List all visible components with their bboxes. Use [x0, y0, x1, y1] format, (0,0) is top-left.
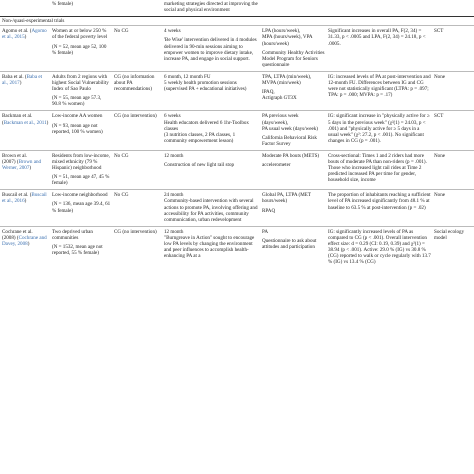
study-author: Brown et al.: [2, 152, 28, 159]
cell-line: IG: significantly increased levels of PA as compared to CG (p < .001). Overall intervention effect size: d = 0.29 (CI: 0.19, 0.39) and χ²(1) = 38.94 (p < .001). Active: 29.0 % (IG) vs 30.8 % (CG) reported to walk or cycle regularly with 13.7 % (IG) vs 13.4 % (CG): [328, 228, 431, 266]
population-cell: [50, 0, 112, 17]
study-cell: Buscail et al. (Buscail et al., 2016): [0, 190, 50, 226]
cell-line: TPA, LTPA (min/week), MVPA (min/week): [262, 73, 312, 87]
cell-line: IG: significant increase in "physically active for ≥ 5 days in the previous week" (χ²(1) = 24.03, p < .001) and "physically active for ≥ 5 days in a usual week" (χ²: 27.2, p < .001). No significant changes in CG (p = .001).: [328, 113, 430, 144]
measure-cell: [260, 0, 326, 17]
cell-line: No CG: [114, 28, 129, 35]
study-cell: Baba et al. (Baba et al., 2017): [0, 71, 50, 110]
cell-line: (N = 93, mean age not reported, 100 % women): [52, 122, 103, 135]
population-cell: [50, 26, 112, 72]
cell-line: accelerometer: [262, 161, 291, 168]
cell-line: 5 weekly health promotion sessions (supervised PA + educational initiatives): [164, 80, 247, 93]
cell-line: Questionnaire to ask about attitudes and participation: [262, 237, 317, 250]
intervention-cell: [162, 71, 260, 110]
cell-line: (N = 1532, mean age not reported, 55 % female): [52, 244, 103, 257]
population-cell: [50, 71, 112, 110]
study-author: (2008) (: [2, 234, 19, 241]
cell-line: Adults from 2 regions with highest Social Vulnerability Index of Sao Paulo: [52, 73, 109, 93]
cell-line: (N = 55, mean age 57.3, 90.8 % women): [52, 95, 102, 108]
theory-cell: None: [432, 71, 474, 110]
cell-line: marketing strategies directed at improving the social and physical environment: [164, 1, 258, 14]
table-row: [0, 71, 474, 110]
cell-line: (N = 136, mean age 39.4, 61 % female): [52, 201, 111, 214]
cell-line: PA usual week (days/week): [262, 125, 318, 132]
study-author: Agomo et al. (: [2, 28, 32, 35]
section-header-row: [0, 17, 474, 26]
control-cell: [112, 226, 162, 268]
measure-cell: [260, 150, 326, 189]
theory-cell: [432, 0, 474, 17]
measure-cell: [260, 111, 326, 150]
cell-line: [262, 0, 325, 1]
cell-line: Moderate PA bouts (METS): [262, 152, 320, 159]
cell-line: Community Healthy Activities Model Program for Seniors questionnaire: [262, 49, 325, 68]
theory-cell: SCT: [432, 111, 474, 150]
theory-cell: None: [432, 190, 474, 226]
study-cell: Backman et al. (Backman et al., 2011): [0, 111, 50, 150]
table-row: [0, 190, 474, 226]
control-cell: [112, 71, 162, 110]
study-author: Buscail et al. (: [2, 192, 32, 199]
cell-line: Women at or below 250 % of the federal poverty level: [52, 28, 108, 41]
control-cell: [112, 111, 162, 150]
result-cell: [326, 71, 432, 110]
citation-link[interactable]: Buscail et al., 2016: [2, 192, 47, 205]
cell-line: Low-income neighborhood: [52, 192, 108, 199]
result-cell: [326, 226, 432, 268]
result-cell: [326, 150, 432, 189]
study-cell: Brown et al. (2007) (Brown and Werner, 2007): [0, 150, 50, 189]
control-cell: [112, 0, 162, 17]
cell-line: Construction of new light rail stop: [164, 161, 235, 168]
population-cell: [50, 190, 112, 226]
cell-line: (N = 52, mean age 52, 100 % female): [52, 43, 107, 56]
citation-link[interactable]: Agomo et al., 2015: [2, 28, 47, 41]
cell-line: Global PA, LTPA (MET hours/week): [262, 192, 311, 205]
measure-cell: [260, 26, 326, 72]
intervention-cell: [162, 0, 260, 17]
cell-line: California Behavioral Risk Factor Survey: [262, 134, 317, 147]
study-cell: Agomo et al. (Agomo et al., 2015): [0, 26, 50, 72]
result-cell: [326, 0, 432, 17]
citation-link[interactable]: Brown and Werner, 2007: [2, 158, 42, 172]
cell-line: Cross-sectional: Times 1 and 2 riders had more bouts of moderate PA than non-riders (p = .001). Those who increased light rail rides at Time 2 predicted increased PA per time for gender, household size, income: [328, 152, 427, 184]
citation-link[interactable]: Backman et al., 2011: [3, 119, 47, 126]
cell-line: PA previous week (days/week),: [262, 113, 299, 126]
cell-line: PA: [262, 228, 269, 235]
cell-line: The proportion of inhabitants reaching a sufficient level of PA increased significantly from 48.1 % at baseline to 63.5 % at post-intervention (p = .02): [328, 192, 431, 211]
citation-link[interactable]: Baba et al., 2017: [2, 73, 43, 87]
measure-cell: [260, 190, 326, 226]
cell-line: Low-income AA women: [52, 113, 103, 120]
intervention-cell: [162, 111, 260, 150]
intervention-cell: [162, 26, 260, 72]
cell-line: IPAQ,: [262, 89, 275, 96]
cell-line: 24 month: [164, 192, 184, 199]
cell-line: IG: increased levels of PA at post-intervention and 12-month FU. Differences between IG and CG were not statistically significant (LTPA: p = .097; TPA: p = .000; MVPA: p = .17): [328, 73, 431, 99]
population-cell: [50, 150, 112, 189]
study-author: (2007) (: [2, 158, 19, 165]
cell-line: (3 nutrition classes, 2 PA classes, 1 community empowerment lesson): [164, 131, 236, 144]
cell-line: LPA (hours/week),: [262, 28, 301, 35]
intervention-cell: [162, 190, 260, 226]
table-row: [0, 226, 474, 268]
cell-line: 4 weeks: [164, 28, 181, 35]
cell-line: MPA (hours/week), VPA (hours/week): [262, 34, 313, 47]
cell-line: Significant increases in overall PA, F(2, 34) = 31.33, p < .0005 and LPA, F(2, 34) = 24.18, p < .0005.: [328, 28, 426, 47]
cell-line: "Burngreave in Action" sought to encourage low PA levels by changing the environment and peer influences to accomplish health-enhancing PA at a: [164, 234, 255, 260]
cell-line: CG (no information about PA recommendations): [114, 73, 155, 93]
cell-line: Community-based intervention with several actions to promote PA, involving offering and accessibility for PA activities, community communication, urban redevelopment: [164, 198, 258, 223]
table-row: [0, 0, 474, 17]
measure-cell: [260, 71, 326, 110]
cell-line: Residents from low-income, mixed ethnicity (79 % Hispanic) neighborhood: [52, 152, 110, 172]
cell-line: (N = 51, mean age 47, 45 % female): [52, 174, 110, 187]
cell-line: No CG: [114, 192, 129, 199]
control-cell: [112, 150, 162, 189]
cell-line: Health educators delivered 6 1hr-Toolbox classes: [164, 119, 249, 132]
cell-line: CG (no intervention): [114, 113, 157, 120]
population-cell: [50, 111, 112, 150]
cell-line: 6 month, 12 month FU: [164, 73, 211, 80]
table-row: [0, 26, 474, 72]
study-author: Baba et al. (: [2, 73, 27, 80]
cell-line: % female): [52, 1, 74, 8]
theory-cell: None: [432, 150, 474, 189]
study-author: Backman et al. (: [2, 113, 33, 126]
cell-line: RPAQ: [262, 207, 276, 214]
table-row: [0, 111, 474, 150]
theory-cell: SCT: [432, 26, 474, 72]
cell-line: No CG: [114, 152, 129, 159]
result-cell: [326, 190, 432, 226]
cell-line: 12 month: [164, 228, 184, 235]
cell-line: 12 month: [164, 152, 184, 159]
citation-link[interactable]: Cochrane and Davey, 2008: [2, 234, 47, 247]
measure-cell: [260, 226, 326, 268]
cell-line: 'Be Wise' intervention delivered in 4 modules delivered in 90-min sessions aiming to empower women to improve dietary intake, increase PA, and engage in social support.: [164, 37, 257, 62]
theory-cell: Social ecology model: [432, 226, 474, 268]
study-author: Cochrane et al.: [2, 228, 33, 235]
study-cell: Cochrane et al. (2008) (Cochrane and Davey, 2008): [0, 226, 50, 268]
cell-line: 6 weeks: [164, 113, 181, 120]
study-cell: [0, 0, 50, 17]
intervention-cell: [162, 150, 260, 189]
control-cell: [112, 190, 162, 226]
cell-line: Actigraph GT3X: [262, 95, 297, 102]
intervention-cell: [162, 226, 260, 268]
result-cell: [326, 26, 432, 72]
control-cell: [112, 26, 162, 72]
table-row: [0, 150, 474, 189]
population-cell: [50, 226, 112, 268]
section-label: Non-/quasi-experimental trials: [0, 17, 474, 26]
cell-line: CG (no intervention): [114, 228, 157, 235]
cell-line: Two deprived urban communities: [52, 228, 93, 241]
result-cell: [326, 111, 432, 150]
